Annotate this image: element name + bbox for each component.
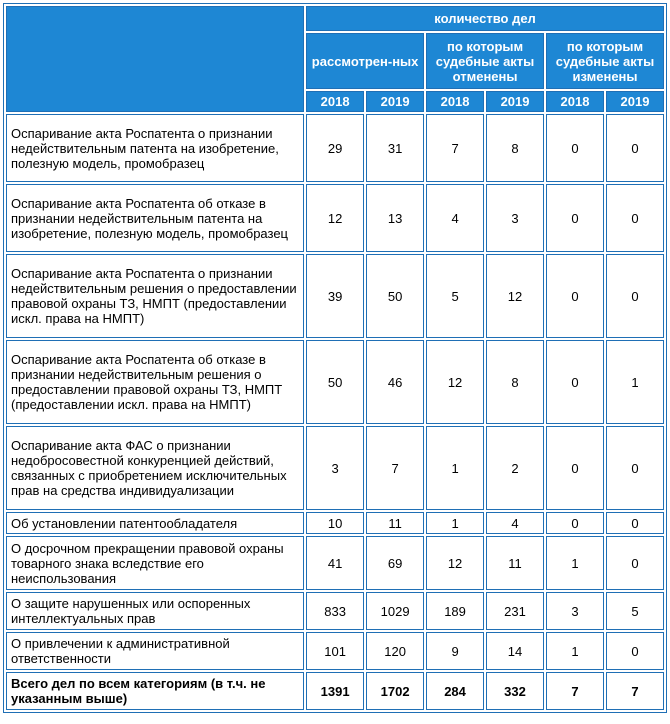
value-cell: 189 (426, 592, 484, 630)
value-cell: 69 (366, 536, 424, 590)
value-cell: 3 (486, 184, 544, 252)
value-cell: 120 (366, 632, 424, 670)
value-cell: 4 (486, 512, 544, 534)
category-label: О привлечении к административной ответственности (6, 632, 304, 670)
header-group-changed: по которым судебные акты изменены (546, 33, 664, 89)
value-cell: 0 (606, 184, 664, 252)
table-row (6, 340, 664, 424)
value-cell: 1029 (366, 592, 424, 630)
total-value-cell: 1702 (366, 672, 424, 710)
header-corner (6, 6, 304, 112)
header-group-reviewed: рассмотрен-ных (306, 33, 424, 89)
table-row (6, 426, 664, 510)
value-cell: 9 (426, 632, 484, 670)
value-cell: 0 (546, 184, 604, 252)
category-label: Оспаривание акта Роспатента о признании недействительным патента на изобретение, полезную модель, промобразец (6, 114, 304, 182)
total-row (6, 672, 664, 710)
value-cell: 0 (546, 114, 604, 182)
total-value-cell: 332 (486, 672, 544, 710)
value-cell: 0 (606, 426, 664, 510)
value-cell: 5 (606, 592, 664, 630)
value-cell: 13 (366, 184, 424, 252)
value-cell: 12 (306, 184, 364, 252)
value-cell: 1 (606, 340, 664, 424)
header-year: 2018 (426, 91, 484, 112)
value-cell: 12 (486, 254, 544, 338)
value-cell: 0 (606, 114, 664, 182)
value-cell: 101 (306, 632, 364, 670)
table-row (6, 184, 664, 252)
total-value-cell: 7 (546, 672, 604, 710)
header-group-cancelled: по которым судебные акты отменены (426, 33, 544, 89)
value-cell: 50 (306, 340, 364, 424)
category-label: Оспаривание акта Роспатента о признании недействительным решения о предоставлении правовой охраны ТЗ, НМПТ (предоставлении искл. права на НМПТ) (6, 254, 304, 338)
value-cell: 1 (426, 512, 484, 534)
value-cell: 8 (486, 114, 544, 182)
value-cell: 12 (426, 536, 484, 590)
table-row (6, 592, 664, 630)
value-cell: 0 (606, 254, 664, 338)
value-cell: 12 (426, 340, 484, 424)
header-year: 2018 (546, 91, 604, 112)
category-label: Оспаривание акта ФАС о признании недобросовестной конкуренцией действий, связанных с приобретением исключительных прав на средства индивидуализации (6, 426, 304, 510)
value-cell: 11 (486, 536, 544, 590)
header-year: 2019 (606, 91, 664, 112)
value-cell: 14 (486, 632, 544, 670)
value-cell: 31 (366, 114, 424, 182)
value-cell: 0 (546, 426, 604, 510)
total-label: Всего дел по всем категориям (в т.ч. не указанным выше) (6, 672, 304, 710)
value-cell: 2 (486, 426, 544, 510)
table-row (6, 512, 664, 534)
total-value-cell: 284 (426, 672, 484, 710)
value-cell: 3 (546, 592, 604, 630)
table-row (6, 254, 664, 338)
value-cell: 7 (426, 114, 484, 182)
value-cell: 0 (546, 340, 604, 424)
value-cell: 39 (306, 254, 364, 338)
category-label: Оспаривание акта Роспатента об отказе в признании недействительным патента на изобретение, полезную модель, промобразец (6, 184, 304, 252)
value-cell: 46 (366, 340, 424, 424)
value-cell: 50 (366, 254, 424, 338)
header-year: 2019 (366, 91, 424, 112)
value-cell: 1 (426, 426, 484, 510)
header-year: 2018 (306, 91, 364, 112)
table-row (6, 114, 664, 182)
table-row (6, 536, 664, 590)
value-cell: 10 (306, 512, 364, 534)
category-label: О досрочном прекращении правовой охраны товарного знака вследствие его неиспользования (6, 536, 304, 590)
value-cell: 0 (546, 512, 604, 534)
value-cell: 833 (306, 592, 364, 630)
category-label: О защите нарушенных или оспоренных интеллектуальных прав (6, 592, 304, 630)
value-cell: 7 (366, 426, 424, 510)
category-label: Об установлении патентообладателя (6, 512, 304, 534)
value-cell: 3 (306, 426, 364, 510)
value-cell: 0 (546, 254, 604, 338)
value-cell: 4 (426, 184, 484, 252)
total-value-cell: 7 (606, 672, 664, 710)
header-top: количество дел (306, 6, 664, 31)
value-cell: 231 (486, 592, 544, 630)
value-cell: 0 (606, 512, 664, 534)
table-row (6, 632, 664, 670)
category-label: Оспаривание акта Роспатента об отказе в признании недействительным решения о предоставлении правовой охраны ТЗ, НМПТ (предоставлении искл. права на НМПТ) (6, 340, 304, 424)
value-cell: 0 (606, 632, 664, 670)
header-year: 2019 (486, 91, 544, 112)
cases-table (3, 3, 667, 713)
value-cell: 1 (546, 632, 604, 670)
value-cell: 41 (306, 536, 364, 590)
value-cell: 1 (546, 536, 604, 590)
value-cell: 5 (426, 254, 484, 338)
value-cell: 29 (306, 114, 364, 182)
total-value-cell: 1391 (306, 672, 364, 710)
value-cell: 8 (486, 340, 544, 424)
value-cell: 0 (606, 536, 664, 590)
value-cell: 11 (366, 512, 424, 534)
